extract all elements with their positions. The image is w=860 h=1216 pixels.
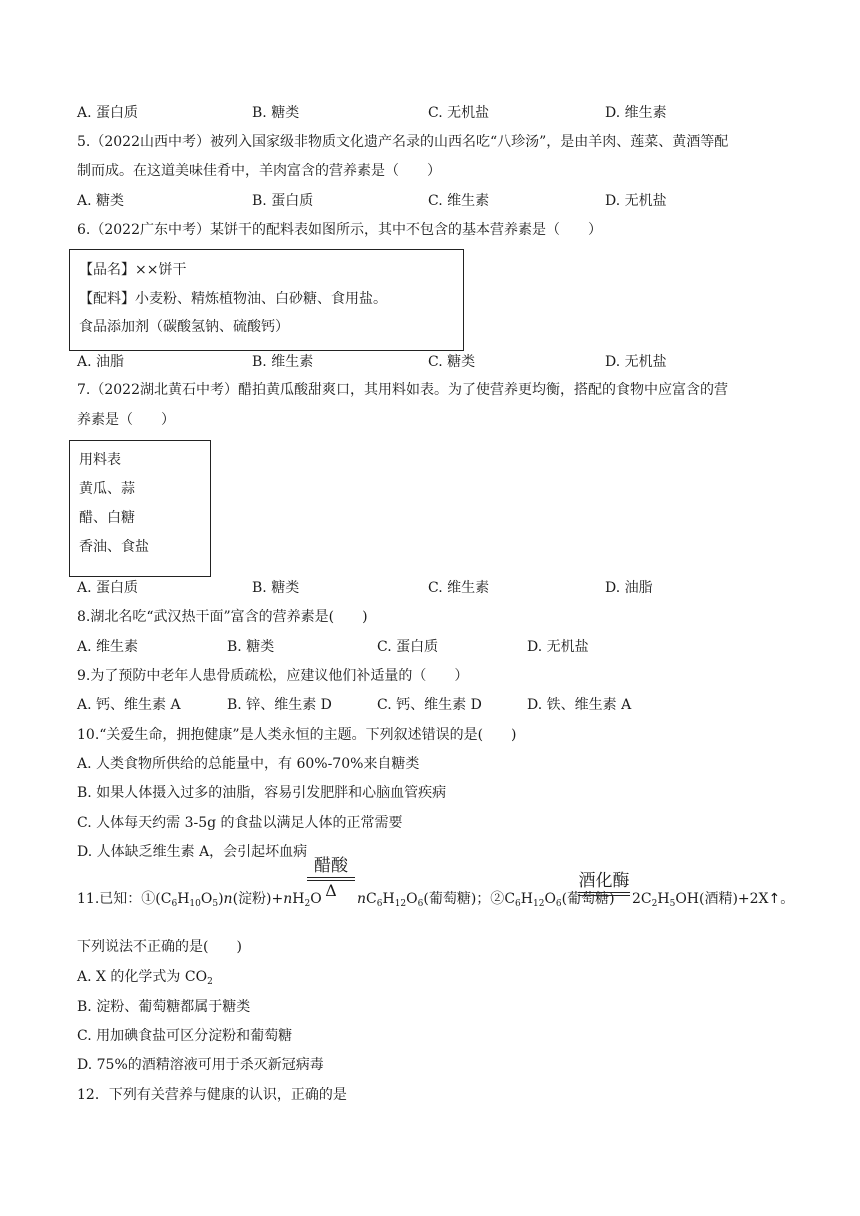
q11-option-c: C. 用加碘食盐可区分淀粉和葡萄糖 <box>77 1028 293 1044</box>
q6-option-d: D. 无机盐 <box>605 354 667 370</box>
q4-option-b: B. 糖类 <box>252 105 300 121</box>
q6-box-line1: 【品名】××饼干 <box>79 262 187 278</box>
q11-option-a-text: A. X 的化学式为 CO <box>77 969 208 985</box>
q11-option-d: D. 75%的酒精溶液可用于杀灭新冠病毒 <box>77 1057 324 1073</box>
q9-stem: 9.为了预防中老年人患骨质疏松，应建议他们补适量的（ ） <box>77 668 469 684</box>
q5-option-d: D. 无机盐 <box>605 193 667 209</box>
q8-stem: 8.湖北名吃“武汉热干面”富含的营养素是( ) <box>77 609 368 625</box>
q11-starch-label: (淀粉)+ <box>232 891 284 907</box>
q6-stem: 6.（2022广东中考）某饼干的配料表如图所示，其中不包含的基本营养素是（ ） <box>77 222 602 238</box>
q5-option-a: A. 糖类 <box>77 193 125 209</box>
q11-ethanol: (酒精)+2X <box>699 891 769 907</box>
q8-option-b: B. 糖类 <box>227 639 275 655</box>
zymase-condition <box>578 873 630 898</box>
q10-stem: 10.“关爱生命，拥抱健康”是人类永恒的主题。下列叙述错误的是( ) <box>77 727 517 743</box>
q8-option-c: C. 蛋白质 <box>377 639 439 655</box>
acetic-acid-condition <box>307 858 355 899</box>
q7-ingredient-box <box>69 440 211 577</box>
double-line-icon <box>578 892 630 896</box>
q7-option-d: D. 油脂 <box>605 580 653 596</box>
q5-option-b: B. 蛋白质 <box>252 193 314 209</box>
q11-glucose2: (葡萄糖) <box>561 891 615 907</box>
q7-option-c: C. 维生素 <box>428 580 490 596</box>
q11-stem: 下列说法不正确的是( ) <box>77 939 242 955</box>
q7-stem-line2: 养素是（ ） <box>77 412 175 428</box>
q11-glucose1: (葡萄糖)；② <box>423 891 505 907</box>
q7-option-b: B. 糖类 <box>252 580 300 596</box>
q8-option-a: A. 维生素 <box>77 639 139 655</box>
q11-tail: 。 <box>780 891 795 907</box>
q9-option-b: B. 锌、维生素 D <box>227 697 332 713</box>
q6-option-c: C. 糖类 <box>428 354 476 370</box>
q7-box-line2: 黄瓜、蒜 <box>79 481 135 497</box>
q7-box-line1: 用料表 <box>79 452 121 468</box>
q10-option-c: C. 人体每天约需 3-5g 的食盐以满足人体的正常需要 <box>77 815 403 831</box>
q6-box-line2: 【配料】小麦粉、精炼植物油、白砂糖、食用盐。 <box>79 291 387 307</box>
q11-prefix: 11.已知：① <box>77 891 156 907</box>
q10-option-b: B. 如果人体摄入过多的油脂，容易引发肥胖和心脑血管疾病 <box>77 785 447 801</box>
q11-catalyst2: 酒化酶 <box>578 871 630 891</box>
q12-stem: 12．下列有关营养与健康的认识，正确的是 <box>77 1087 347 1103</box>
q4-option-d: D. 维生素 <box>605 105 667 121</box>
q6-option-a: A. 油脂 <box>77 354 125 370</box>
q10-option-d: D. 人体缺乏维生素 A，会引起坏血病 <box>77 844 308 860</box>
q11-catalyst1-top: 醋酸 <box>314 856 348 876</box>
q10-option-a: A. 人类食物所供给的总能量中，有 60%-70%来自糖类 <box>77 756 420 772</box>
q6-box-line3: 食品添加剂（碳酸氢钠、硫酸钙） <box>79 319 289 335</box>
q6-ingredient-box <box>69 249 464 351</box>
q11-equation-part1: 11.已知：$①(C_6H_{10}O_5)n$(淀粉)$+nH_2O$ <box>77 891 322 909</box>
q9-option-d: D. 铁、维生素 A <box>527 697 632 713</box>
q9-option-a: A. 钙、维生素 A <box>77 697 181 713</box>
q11-equation-part2: $nC_6H_{12}O_6$(葡萄糖)；$②C_6H_{12}O_6$(葡萄糖) <box>357 891 615 909</box>
q4-option-c: C. 无机盐 <box>428 105 490 121</box>
q6-option-b: B. 维生素 <box>252 354 314 370</box>
q4-option-a: A. 蛋白质 <box>77 105 139 121</box>
q5-stem-line2: 制而成。在这道美味佳肴中，羊肉富含的营养素是（ ） <box>77 163 441 179</box>
gas-arrow-icon: ↑ <box>768 891 781 907</box>
q9-option-c: C. 钙、维生素 D <box>377 697 482 713</box>
q11-equation-part3: $2C_2H_5OH$(酒精)+2X↑。 <box>632 891 795 909</box>
q7-stem-line1: 7.（2022湖北黄石中考）醋拍黄瓜酸甜爽口，其用料如表。为了使营养更均衡，搭配的食物中应富含的营 <box>77 382 728 398</box>
starch-formula: $(C_6H_{10}O_5)$ <box>155 891 224 909</box>
q11-option-b: B. 淀粉、葡萄糖都属于糖类 <box>77 999 251 1015</box>
q11-catalyst1-bottom: Δ <box>325 881 337 900</box>
q11-option-a <box>77 967 213 987</box>
q8-option-d: D. 无机盐 <box>527 639 589 655</box>
q11-co2-subscript: 2 <box>207 977 213 987</box>
q7-box-line3: 醋、白糖 <box>79 510 135 526</box>
q5-stem-line1: 5.（2022山西中考）被列入国家级非物质文化遗产名录的山西名吃“八珍汤”，是由羊肉、莲菜、黄酒等配 <box>77 134 729 150</box>
q5-option-c: C. 维生素 <box>428 193 490 209</box>
q7-option-a: A. 蛋白质 <box>77 580 139 596</box>
q7-box-line4: 香油、食盐 <box>79 539 149 555</box>
